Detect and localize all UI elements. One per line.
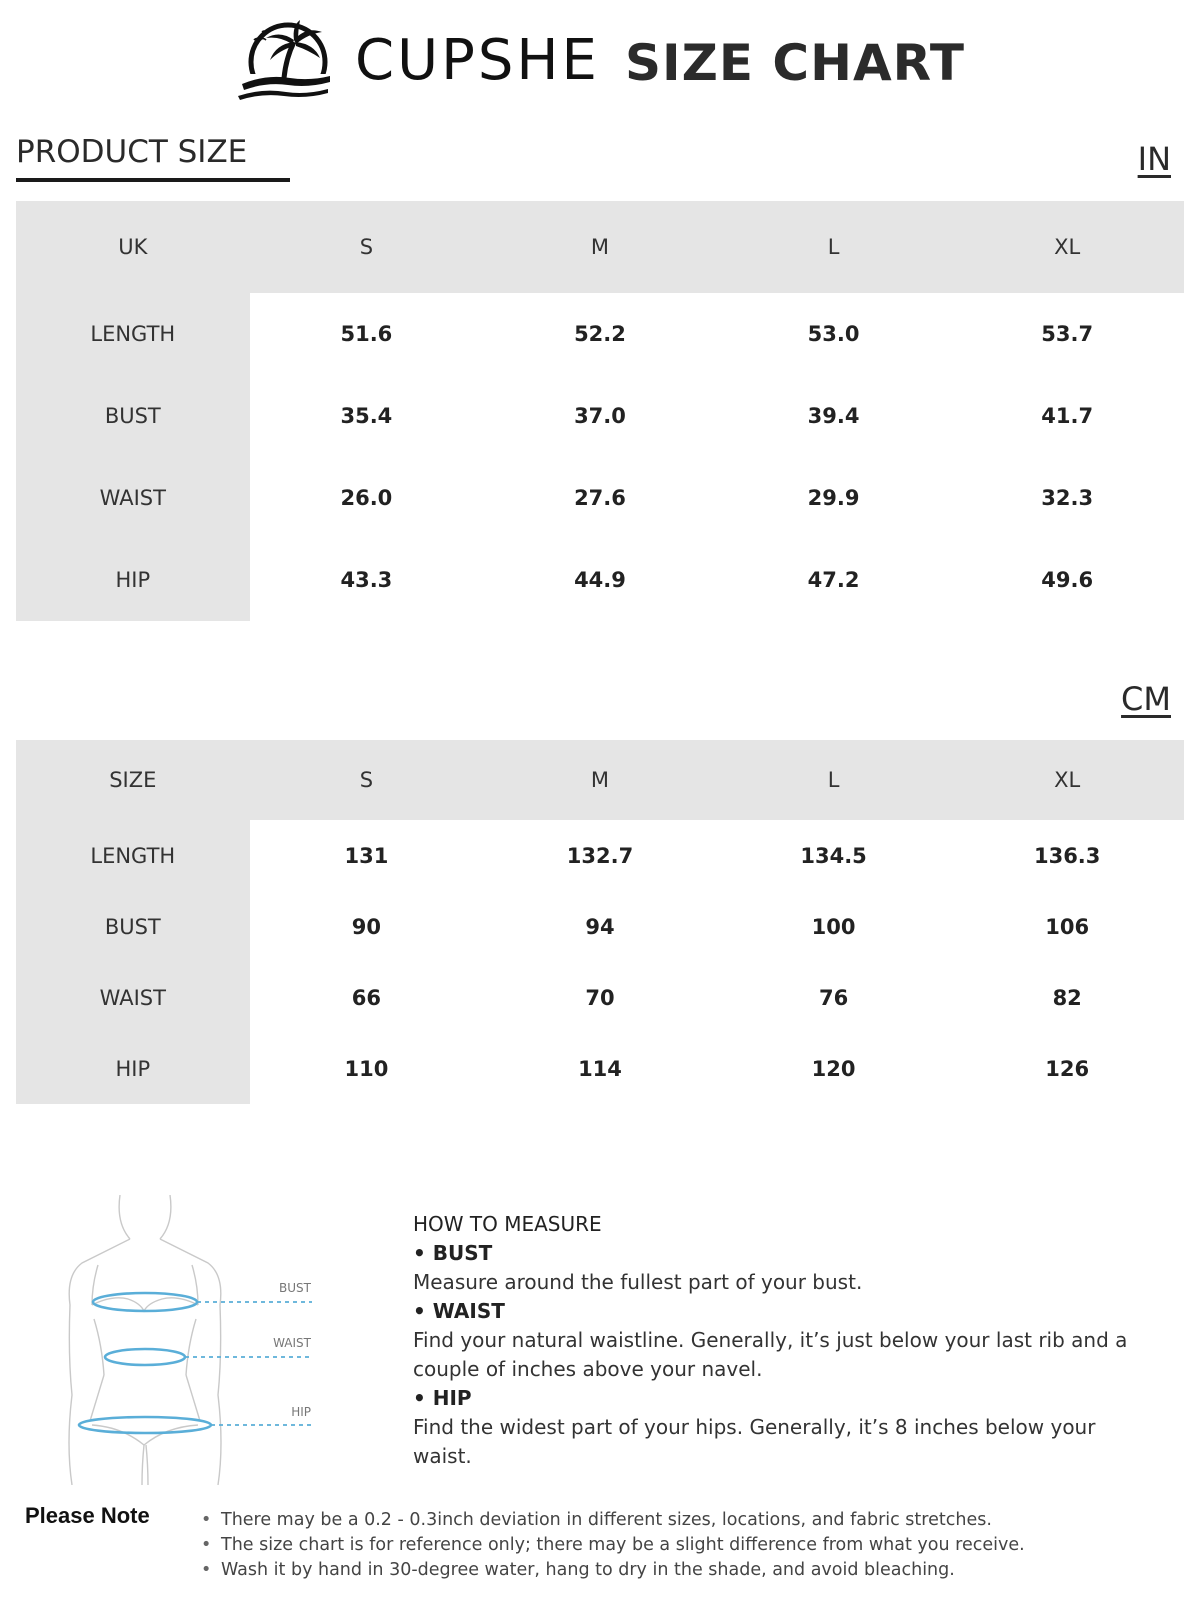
- table-header-cell: XL: [950, 201, 1184, 293]
- row-label: LENGTH: [16, 820, 250, 891]
- section-underline: [16, 178, 290, 182]
- figure-label-waist: WAIST: [273, 1336, 311, 1350]
- table-cell: 134.5: [800, 843, 867, 868]
- table-cell: 27.6: [574, 486, 626, 510]
- table-cell: 44.9: [574, 568, 626, 592]
- table-cell: 114: [578, 1056, 622, 1081]
- table-header-cell: S: [250, 201, 484, 293]
- table-row: [16, 539, 1184, 621]
- table-cell: 94: [585, 914, 615, 939]
- size-table-centimeters: [16, 740, 1184, 1104]
- list-item: • There may be a 0.2 - 0.3inch deviation in different sizes, locations, and fabric stretches.: [196, 1508, 1025, 1533]
- table-cell: 29.9: [807, 486, 860, 510]
- figure-label-hip: HIP: [291, 1405, 311, 1419]
- row-label: WAIST: [16, 457, 250, 539]
- table-cell: 53.7: [1041, 322, 1094, 346]
- measure-label-waist: • WAIST: [413, 1299, 505, 1323]
- table-cell: 136.3: [1033, 843, 1101, 868]
- table-cell: 90: [351, 914, 381, 939]
- table-cell: 35.4: [340, 404, 393, 428]
- table-cell: 126: [1045, 1056, 1090, 1081]
- table-header-cell: L: [717, 201, 951, 293]
- table-cell: 43.3: [340, 568, 393, 592]
- table-header-row: [16, 201, 1184, 293]
- table-row: [16, 375, 1184, 457]
- measure-text-hip: Find the widest part of your hips. Generally, it’s 8 inches below your waist.: [413, 1415, 1096, 1468]
- table-header-cell: M: [483, 201, 717, 293]
- table-row: [16, 891, 1184, 962]
- table-header-cell: UK: [16, 201, 250, 293]
- measure-label-bust: • BUST: [413, 1241, 493, 1265]
- table-cell: 49.6: [1041, 568, 1094, 592]
- table-cell: 47.2: [807, 568, 860, 592]
- table-cell: 52.2: [574, 322, 626, 346]
- table-cell: 120: [811, 1056, 856, 1081]
- table-row: [16, 820, 1184, 891]
- brand-logo: [236, 18, 336, 102]
- unit-label-cm: CM: [1121, 680, 1171, 718]
- table-cell: 26.0: [340, 486, 393, 510]
- table-cell: 53.0: [807, 322, 860, 346]
- how-to-measure: [413, 1210, 1153, 1471]
- table-row: [16, 293, 1184, 375]
- table-cell: 131: [344, 843, 389, 868]
- row-label: HIP: [16, 1033, 250, 1104]
- brand-name: CUPSHE: [355, 28, 600, 93]
- table-cell: 110: [344, 1056, 389, 1081]
- table-header-cell: XL: [950, 740, 1184, 820]
- row-label: WAIST: [16, 962, 250, 1033]
- row-label: LENGTH: [16, 293, 250, 375]
- table-cell: 39.4: [807, 404, 860, 428]
- table-cell: 32.3: [1041, 486, 1094, 510]
- table-header-cell: SIZE: [16, 740, 250, 820]
- table-row: [16, 962, 1184, 1033]
- how-to-measure-title: HOW TO MEASURE: [413, 1212, 602, 1236]
- table-cell: 82: [1052, 985, 1082, 1010]
- figure-label-bust: BUST: [279, 1281, 311, 1295]
- table-cell: 76: [818, 985, 849, 1010]
- body-outline-illustration: [62, 1195, 332, 1485]
- measure-text-bust: Measure around the fullest part of your bust.: [413, 1270, 863, 1294]
- note-title: Please Note: [25, 1503, 150, 1528]
- row-label: BUST: [16, 891, 250, 962]
- table-header-cell: S: [250, 740, 484, 820]
- section-title: PRODUCT SIZE: [16, 134, 248, 170]
- table-cell: 100: [811, 914, 856, 939]
- table-cell: 132.7: [566, 843, 634, 868]
- table-cell: 41.7: [1041, 404, 1094, 428]
- row-label: HIP: [16, 539, 250, 621]
- notes-list: [196, 1508, 1025, 1583]
- measure-text-waist: Find your natural waistline. Generally, it’s just below your last rib and a couple of inches above your navel.: [413, 1328, 1128, 1381]
- list-item: • The size chart is for reference only; there may be a slight difference from what you receive.: [196, 1533, 1025, 1558]
- page-title: SIZE CHART: [625, 34, 966, 92]
- table-cell: 51.6: [340, 322, 393, 346]
- size-table-inches: [16, 201, 1184, 621]
- measure-label-hip: • HIP: [413, 1386, 472, 1410]
- table-cell: 70: [585, 985, 615, 1010]
- row-label: BUST: [16, 375, 250, 457]
- table-cell: 66: [351, 985, 381, 1010]
- table-cell: 106: [1045, 914, 1090, 939]
- table-cell: 37.0: [574, 404, 626, 428]
- palm-tree-icon: [236, 18, 336, 102]
- table-header-row: [16, 740, 1184, 820]
- table-row: [16, 457, 1184, 539]
- table-row: [16, 1033, 1184, 1104]
- unit-label-in: IN: [1137, 140, 1171, 178]
- table-header-cell: L: [717, 740, 951, 820]
- table-header-cell: M: [483, 740, 717, 820]
- list-item: • Wash it by hand in 30-degree water, hang to dry in the shade, and avoid bleaching.: [196, 1558, 1025, 1583]
- measuring-figure: [62, 1195, 332, 1485]
